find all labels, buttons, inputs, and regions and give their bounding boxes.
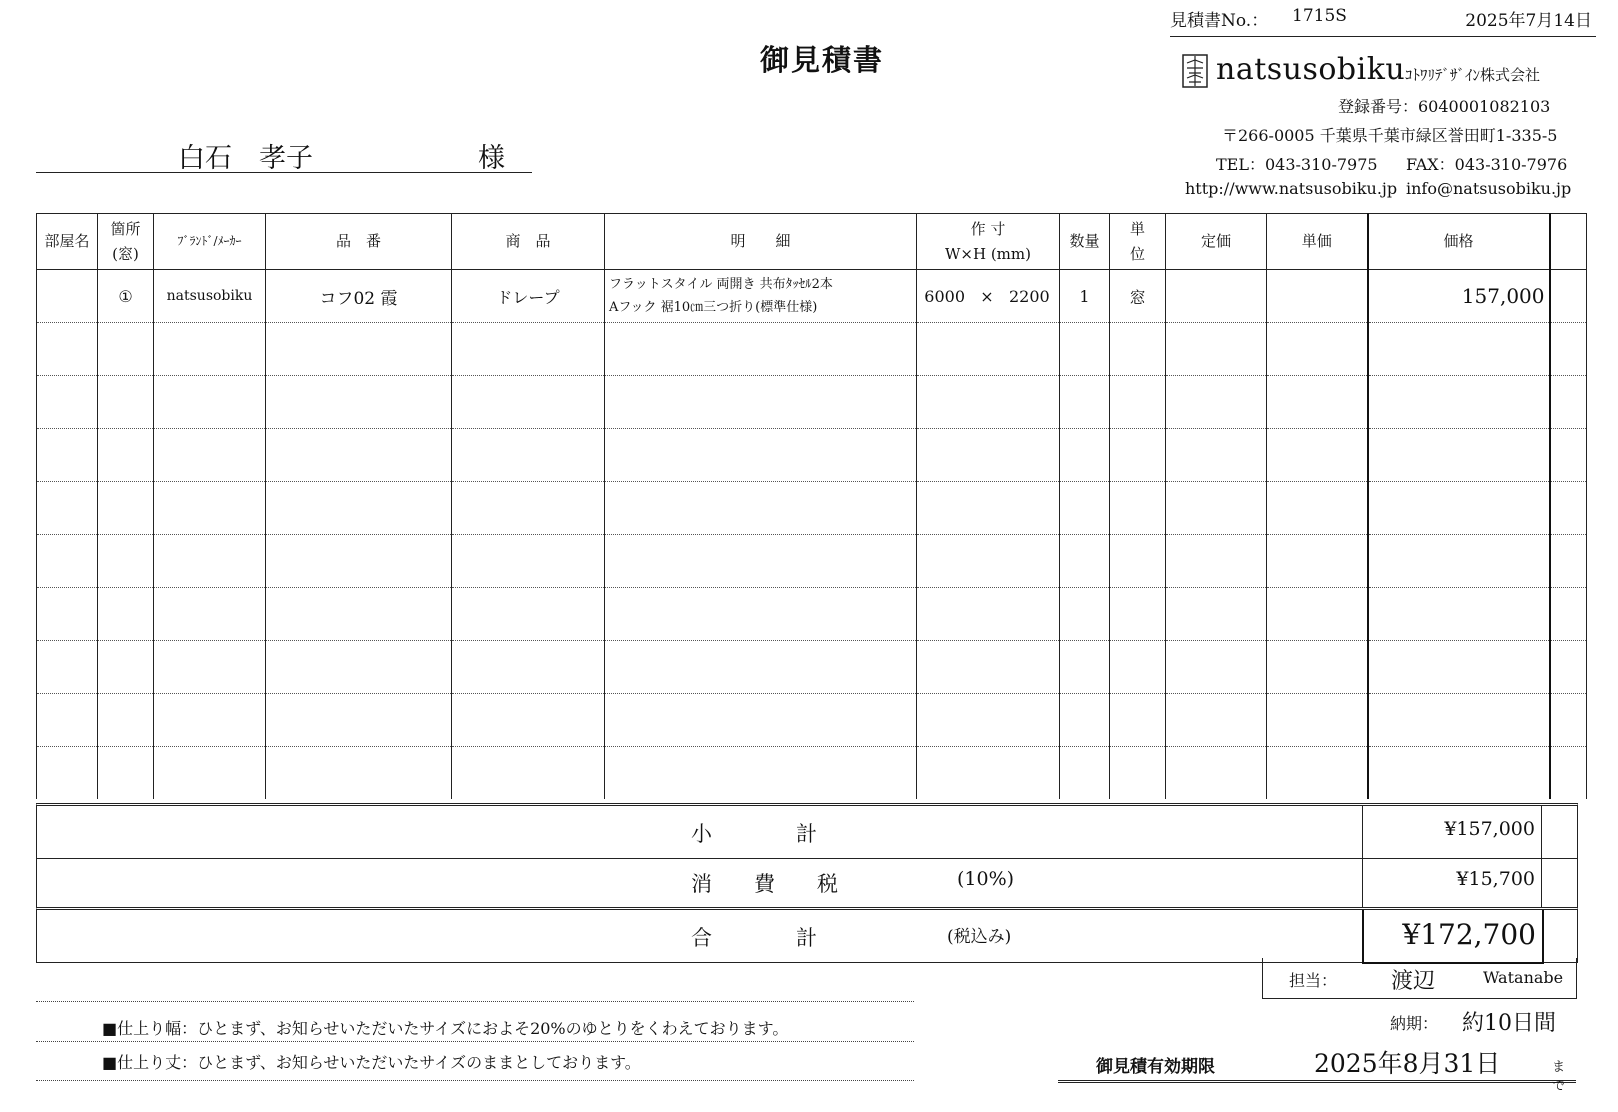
col-unit: 単 位: [1110, 214, 1166, 270]
validity-date: 2025年8月31日: [1314, 1049, 1501, 1078]
validity-box: [1058, 1040, 1576, 1094]
customer-underline: [36, 172, 532, 173]
size-height: 2200: [1009, 286, 1050, 306]
company-fax: FAX：043-310-7976: [1406, 155, 1568, 174]
delivery-label: 納期：: [1390, 1014, 1439, 1033]
cell-unit: 窓: [1110, 270, 1166, 323]
col-list-price: 定価: [1166, 214, 1267, 270]
cell-qty: 1: [1060, 270, 1110, 323]
cell-price: 157,000: [1368, 270, 1550, 323]
table-row: [37, 535, 1587, 588]
table-row: [37, 429, 1587, 482]
registration-number: 登録番号：6040001082103: [1338, 97, 1551, 116]
table-row: [37, 588, 1587, 641]
subtotal-row: [36, 803, 1578, 859]
size-times: ×: [980, 286, 994, 306]
estimate-meta: [1170, 4, 1596, 37]
cell-product: ドレープ: [452, 270, 605, 323]
total-amount: ¥172,700: [1402, 918, 1536, 951]
cell-location: ①: [98, 270, 154, 323]
note-divider: [36, 1001, 914, 1002]
company-tel: TEL：043-310-7975: [1216, 155, 1378, 174]
col-location: 箇所 (窓): [98, 214, 154, 270]
subtotal-label: 小 計: [691, 822, 817, 846]
col-price: 価格: [1368, 214, 1550, 270]
tax-amount: ¥15,700: [1456, 868, 1535, 890]
col-room: 部屋名: [37, 214, 98, 270]
validity-label: 御見積有効期限: [1096, 1057, 1215, 1077]
total-label: 合 計: [691, 926, 817, 950]
company-brand: natsusobiku: [1216, 52, 1406, 87]
cell-unit-price: [1267, 270, 1368, 323]
note-divider: [36, 1080, 914, 1081]
company-email[interactable]: info@natsusobiku.jp: [1406, 179, 1572, 198]
table-header-row: [37, 214, 1587, 270]
cell-detail: [605, 270, 917, 323]
estimate-table: [36, 213, 1587, 799]
col-qty: 数量: [1060, 214, 1110, 270]
total-row: [36, 907, 1578, 963]
total-amount-cell: [1362, 910, 1544, 964]
table-row: [37, 694, 1587, 747]
detail-line-2: Aフック 裾10㎝三つ折り(標準仕様): [609, 300, 818, 315]
estimate-no-label: 見積書No.：: [1170, 11, 1269, 31]
table-row: [37, 482, 1587, 535]
table-row: [37, 270, 1587, 323]
customer-name: 白石 孝子: [178, 143, 313, 174]
staff-label: 担当：: [1289, 971, 1338, 990]
tax-label: 消 費 税: [691, 872, 838, 896]
col-product-no: 品 番: [266, 214, 452, 270]
company-address: 〒266-0005 千葉県千葉市緑区誉田町1-335-5: [1222, 126, 1558, 145]
delivery-value: 約10日間: [1462, 1011, 1556, 1036]
cell-size: [917, 270, 1060, 323]
total-note: (税込み): [947, 927, 1012, 947]
estimate-no: 1715S: [1292, 6, 1347, 26]
table-row: [37, 376, 1587, 429]
cell-extra: [1550, 270, 1587, 323]
tax-rate: (10%): [957, 868, 1015, 890]
validity-suffix: まで: [1552, 1060, 1566, 1094]
size-width: 6000: [924, 286, 965, 306]
customer-honorific: 様: [478, 143, 505, 174]
staff-box: [1262, 958, 1577, 999]
col-unit-price: 単価: [1267, 214, 1368, 270]
subtotal-amount: ¥157,000: [1444, 818, 1535, 840]
staff-name: 渡辺: [1391, 969, 1436, 994]
table-row: [37, 323, 1587, 376]
note-width: ■仕上り幅：ひとまず、お知らせいただいたサイズにおよそ20%のゆとりをくわえております。: [102, 1019, 789, 1038]
detail-line-1: フラットスタイル 両開き 共布ﾀｯｾﾙ2本: [609, 277, 833, 292]
note-height: ■仕上り丈：ひとまず、お知らせいただいたサイズのままとしております。: [102, 1053, 641, 1072]
company-name: ｺﾄﾜﾘﾃﾞｻﾞｲﾝ株式会社: [1405, 66, 1541, 84]
brand-logo-icon: [1182, 54, 1208, 88]
col-product: 商 品: [452, 214, 605, 270]
table-row: [37, 641, 1587, 694]
staff-romaji: Watanabe: [1483, 968, 1564, 987]
col-detail: 明 細: [605, 214, 917, 270]
company-url[interactable]: http://www.natsusobiku.jp: [1185, 179, 1398, 198]
col-brand: ﾌﾞﾗﾝﾄﾞ/ﾒｰｶｰ: [154, 214, 266, 270]
note-divider: [36, 1041, 914, 1042]
subtotal-amount-cell: [1362, 806, 1542, 858]
tax-amount-cell: [1362, 856, 1542, 907]
cell-room: [37, 270, 98, 323]
cell-brand: natsusobiku: [154, 270, 266, 323]
col-extra: [1550, 214, 1587, 270]
tax-row: [36, 856, 1578, 908]
col-size: 作 寸 W×H (mm): [917, 214, 1060, 270]
cell-list-price: [1166, 270, 1267, 323]
document-title: 御見積書: [760, 43, 885, 77]
table-row: [37, 747, 1587, 800]
estimate-date: 2025年7月14日: [1465, 11, 1592, 31]
cell-product-no: コフ02 霞: [266, 270, 452, 323]
